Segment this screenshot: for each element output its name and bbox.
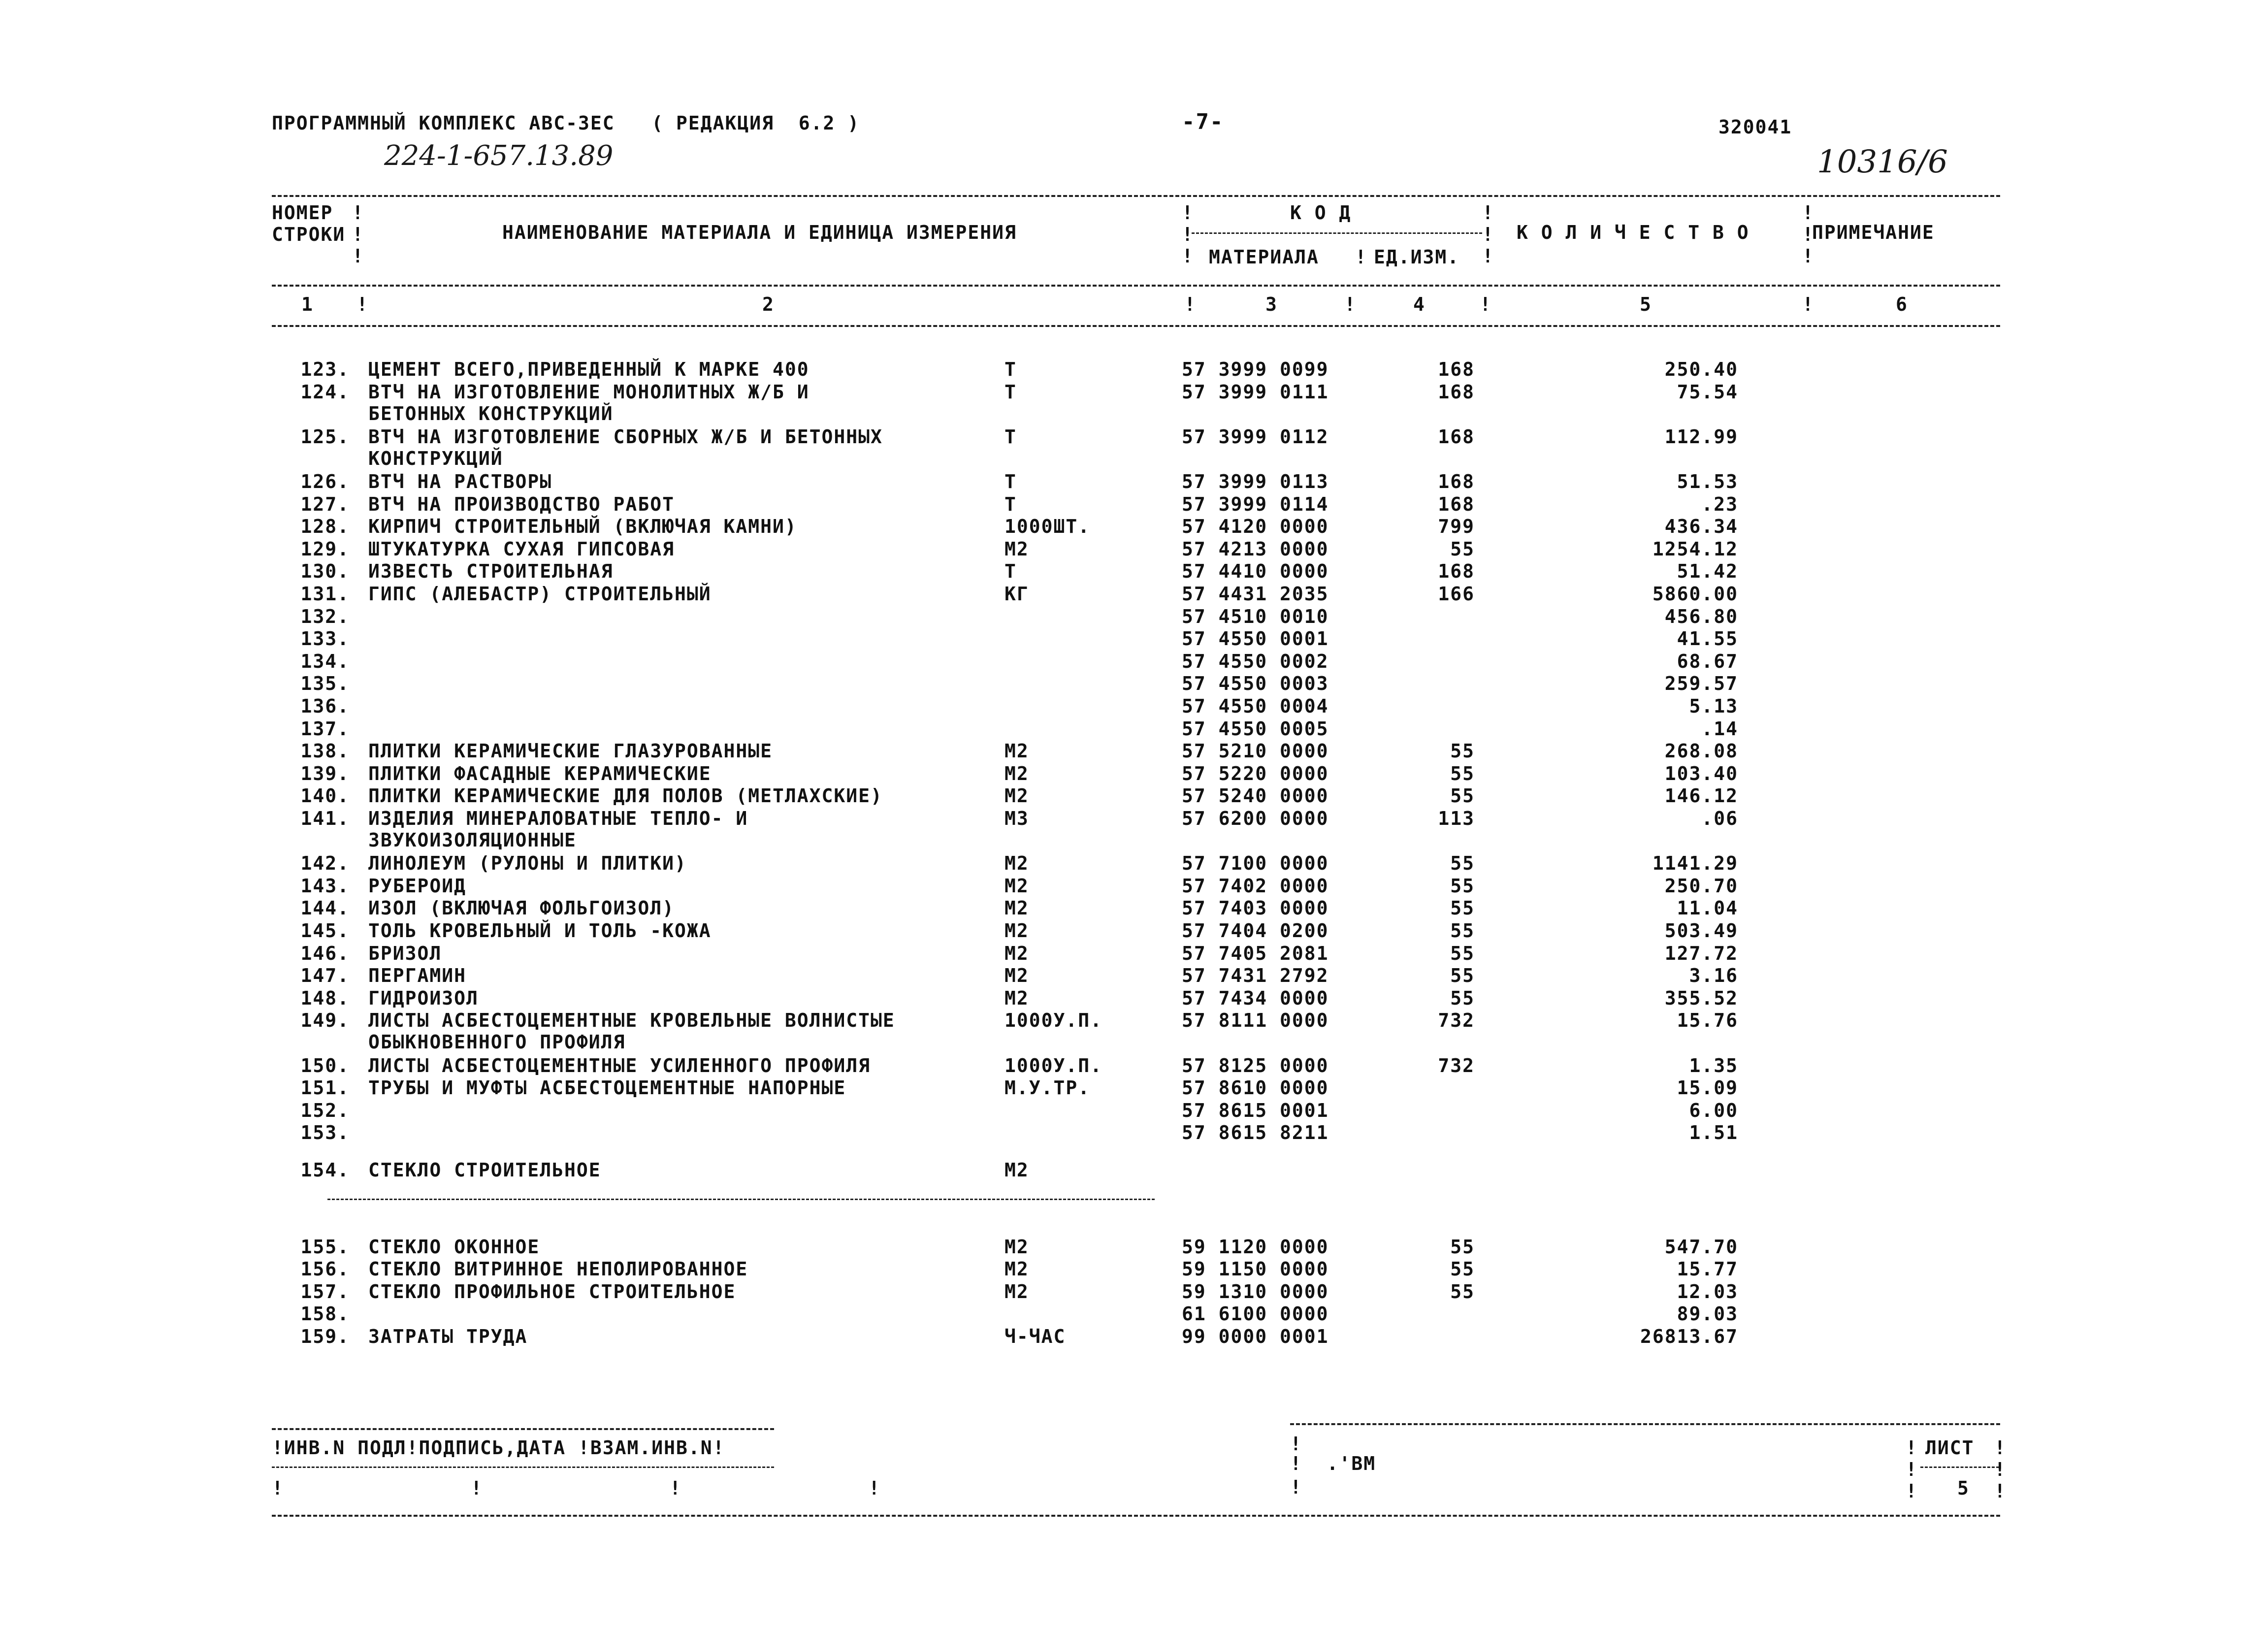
unit-code: 732 xyxy=(1438,1010,1475,1032)
material-code: 59 1150 0000 xyxy=(1182,1258,1329,1280)
col-number-separators: ! xyxy=(1184,293,1197,315)
table-row xyxy=(0,1159,2268,1181)
material-code: 57 8111 0000 xyxy=(1182,1010,1329,1032)
material-name: ТОЛЬ КРОВЕЛЬНЫЙ И ТОЛЬ -КОЖА xyxy=(368,920,712,942)
material-code: 57 5240 0000 xyxy=(1182,785,1329,807)
material-code: 57 7405 2081 xyxy=(1182,942,1329,964)
unit-of-measure: М2 xyxy=(1004,987,1029,1009)
row-number: 129. xyxy=(300,538,350,560)
unit-code: 55 xyxy=(1450,897,1475,919)
quantity-value: 1254.12 xyxy=(1652,538,1738,560)
material-code: 61 6100 0000 xyxy=(1182,1303,1329,1325)
quantity-value: 146.12 xyxy=(1664,785,1738,807)
material-name: ЦЕМЕНТ ВСЕГО,ПРИВЕДЕННЫЙ К МАРКЕ 400 xyxy=(368,358,810,380)
footer-stamp-cells: ! ! ! ! xyxy=(272,1477,891,1499)
table-row xyxy=(0,606,2268,627)
quantity-value: 12.03 xyxy=(1677,1280,1738,1303)
material-code: 57 4120 0000 xyxy=(1182,516,1329,538)
footer-middle-label: ! .'ВМ xyxy=(1290,1453,1376,1474)
material-name: ГИДРОИЗОЛ xyxy=(368,987,479,1009)
unit-of-measure: М2 xyxy=(1004,942,1029,964)
material-code: 57 7404 0200 xyxy=(1182,920,1329,942)
col-number-4: 4 xyxy=(1413,293,1426,315)
material-code: 59 1310 0000 xyxy=(1182,1280,1329,1303)
quantity-value: .14 xyxy=(1701,717,1738,740)
footer-bottom-rule xyxy=(272,1515,2000,1517)
unit-code: 55 xyxy=(1450,852,1475,875)
unit-of-measure: М2 xyxy=(1004,785,1029,807)
col-number-separators: ! xyxy=(1344,293,1357,315)
material-code: 57 4550 0004 xyxy=(1182,695,1329,717)
quantity-value: 112.99 xyxy=(1664,425,1738,448)
material-name: ПЛИТКИ КЕРАМИЧЕСКИЕ ГЛАЗУРОВАННЫЕ xyxy=(368,740,773,762)
unit-of-measure: М.У.ТР. xyxy=(1004,1077,1091,1099)
unit-code: 55 xyxy=(1450,785,1475,807)
quantity-value: 68.67 xyxy=(1677,650,1738,672)
footer-top-rule-right xyxy=(1290,1423,2000,1425)
table-row xyxy=(0,1055,2268,1076)
quantity-value: 26813.67 xyxy=(1640,1326,1738,1347)
unit-code: 168 xyxy=(1438,425,1475,448)
material-code: 57 3999 0114 xyxy=(1182,493,1329,515)
material-code: 57 3999 0111 xyxy=(1182,381,1329,403)
row-number: 139. xyxy=(300,762,350,784)
unit-of-measure: 1000ШТ. xyxy=(1004,516,1091,538)
unit-code: 55 xyxy=(1450,538,1475,560)
unit-of-measure: М2 xyxy=(1004,1280,1029,1303)
material-name: ИЗОЛ (ВКЛЮЧАЯ ФОЛЬГОИЗОЛ) xyxy=(368,897,675,919)
row-number: 141. xyxy=(300,808,350,829)
header-separators: ! ! ! xyxy=(1802,202,1814,267)
unit-code: 168 xyxy=(1438,493,1475,515)
table-row xyxy=(0,425,2268,469)
header-separators: ! xyxy=(1355,246,1367,268)
material-name: ВТЧ НА ИЗГОТОВЛЕНИЕ МОНОЛИТНЫХ Ж/Б И БЕТОННЫХ КОНСТРУКЦИЙ xyxy=(368,381,810,424)
unit-of-measure: М2 xyxy=(1004,1258,1029,1280)
unit-of-measure: М2 xyxy=(1004,965,1029,987)
quantity-value: 268.08 xyxy=(1664,740,1738,762)
row-number: 159. xyxy=(300,1326,350,1347)
row-number: 145. xyxy=(300,920,350,942)
row-number: 142. xyxy=(300,852,350,875)
col-number-1: 1 xyxy=(301,293,314,315)
row-number: 154. xyxy=(300,1159,350,1181)
section-rule xyxy=(327,1199,1155,1200)
table-row xyxy=(0,1077,2268,1099)
quantity-value: 51.53 xyxy=(1677,471,1738,492)
unit-code: 55 xyxy=(1450,1280,1475,1303)
sheet-label: ЛИСТ xyxy=(1925,1437,1975,1459)
unit-of-measure: Т xyxy=(1004,425,1017,448)
table-row xyxy=(0,1236,2268,1258)
table-row xyxy=(0,628,2268,650)
material-code: 57 4550 0003 xyxy=(1182,673,1329,695)
material-name: БРИЗОЛ xyxy=(368,942,442,964)
unit-of-measure: Т xyxy=(1004,471,1017,492)
material-name: ТРУБЫ И МУФТЫ АСБЕСТОЦЕМЕНТНЫЕ НАПОРНЫЕ xyxy=(368,1077,846,1099)
col-number-6: 6 xyxy=(1896,293,1908,315)
material-name: КИРПИЧ СТРОИТЕЛЬНЫЙ (ВКЛЮЧАЯ КАМНИ) xyxy=(368,516,797,538)
row-number: 152. xyxy=(300,1099,350,1121)
material-name: ПЛИТКИ ФАСАДНЫЕ КЕРАМИЧЕСКИЕ xyxy=(368,762,712,784)
quantity-value: 436.34 xyxy=(1664,516,1738,538)
table-row xyxy=(0,1281,2268,1303)
table-row xyxy=(0,1303,2268,1325)
quantity-value: 127.72 xyxy=(1664,942,1738,964)
unit-of-measure: Ч-ЧАС xyxy=(1004,1326,1066,1347)
material-code: 57 3999 0099 xyxy=(1182,358,1329,380)
header-note: ПРИМЕЧАНИЕ xyxy=(1812,222,1935,243)
header-separators: ! ! ! xyxy=(1482,202,1494,267)
material-code: 57 8610 0000 xyxy=(1182,1077,1329,1099)
quantity-value: 11.04 xyxy=(1677,897,1738,919)
table-row xyxy=(0,785,2268,807)
material-code: 57 8125 0000 xyxy=(1182,1054,1329,1076)
material-code: 57 7100 0000 xyxy=(1182,852,1329,875)
quantity-value: .06 xyxy=(1701,808,1738,829)
row-number: 149. xyxy=(300,1010,350,1032)
material-name: ПЛИТКИ КЕРАМИЧЕСКИЕ ДЛЯ ПОЛОВ (МЕТЛАХСКИЕ) xyxy=(368,785,883,807)
row-number: 155. xyxy=(300,1236,350,1258)
footer-stamp: !ИНВ.N ПОДЛ!ПОДПИСЬ,ДАТА !ВЗАМ.ИНВ.N! xyxy=(272,1437,725,1459)
material-code: 57 8615 8211 xyxy=(1182,1122,1329,1144)
header-row-number: НОМЕР СТРОКИ xyxy=(272,202,346,245)
material-name: СТЕКЛО СТРОИТЕЛЬНОЕ xyxy=(368,1159,601,1181)
quantity-value: 1.35 xyxy=(1689,1054,1738,1076)
table-row xyxy=(0,740,2268,762)
material-code: 57 4410 0000 xyxy=(1182,560,1329,583)
table-row xyxy=(0,1100,2268,1121)
unit-of-measure: 1000У.П. xyxy=(1004,1054,1103,1076)
table-row xyxy=(0,516,2268,537)
row-number: 136. xyxy=(300,695,350,717)
quantity-value: 89.03 xyxy=(1677,1303,1738,1325)
material-code: 57 6200 0000 xyxy=(1182,808,1329,829)
row-number: 135. xyxy=(300,673,350,695)
col-number-separators: ! xyxy=(1480,293,1492,315)
material-name: СТЕКЛО ПРОФИЛЬНОЕ СТРОИТЕЛЬНОЕ xyxy=(368,1280,736,1303)
unit-of-measure: М2 xyxy=(1004,852,1029,875)
material-code: 57 4550 0002 xyxy=(1182,650,1329,672)
table-row xyxy=(0,987,2268,1009)
table-row xyxy=(0,852,2268,874)
row-number: 148. xyxy=(300,987,350,1009)
table-row xyxy=(0,763,2268,784)
header-separators: ! ! ! xyxy=(352,202,364,267)
quantity-value: 5860.00 xyxy=(1652,583,1738,605)
unit-code: 168 xyxy=(1438,471,1475,492)
unit-code: 113 xyxy=(1438,808,1475,829)
header-mid-rule xyxy=(272,285,2000,287)
material-code: 57 3999 0112 xyxy=(1182,425,1329,448)
quantity-value: 503.49 xyxy=(1664,920,1738,942)
material-code: 57 8615 0001 xyxy=(1182,1099,1329,1121)
table-row xyxy=(0,695,2268,717)
quantity-value: 1.51 xyxy=(1689,1122,1738,1144)
unit-code: 55 xyxy=(1450,942,1475,964)
quantity-value: 1141.29 xyxy=(1652,852,1738,875)
row-number: 153. xyxy=(300,1122,350,1144)
handwritten-project-number: 224-1-657.13.89 xyxy=(384,140,614,172)
material-name: ВТЧ НА ПРОИЗВОДСТВО РАБОТ xyxy=(368,493,675,515)
unit-code: 168 xyxy=(1438,381,1475,403)
col-number-separators: ! xyxy=(356,293,369,315)
header-material-name: НАИМЕНОВАНИЕ МАТЕРИАЛА И ЕДИНИЦА ИЗМЕРЕНИЯ xyxy=(502,222,1017,243)
material-name: ГИПС (АЛЕБАСТР) СТРОИТЕЛЬНЫЙ xyxy=(368,583,712,605)
table-row xyxy=(0,538,2268,560)
unit-of-measure: М2 xyxy=(1004,762,1029,784)
material-name: ВТЧ НА РАСТВОРЫ xyxy=(368,471,552,492)
unit-of-measure: М3 xyxy=(1004,808,1029,829)
document-code: 320041 xyxy=(1718,116,1792,138)
material-name: РУБЕРОИД xyxy=(368,875,467,897)
quantity-value: .23 xyxy=(1701,493,1738,515)
material-name: ВТЧ НА ИЗГОТОВЛЕНИЕ СБОРНЫХ Ж/Б И БЕТОННЫХ КОНСТРУКЦИЙ xyxy=(368,425,883,469)
row-number: 126. xyxy=(300,471,350,492)
col-number-5: 5 xyxy=(1640,293,1652,315)
table-row xyxy=(0,1326,2268,1347)
material-code: 59 1120 0000 xyxy=(1182,1236,1329,1258)
table-row xyxy=(0,1122,2268,1143)
handwritten-reference: 10316/6 xyxy=(1817,144,1948,180)
quantity-value: 547.70 xyxy=(1664,1236,1738,1258)
col-number-2: 2 xyxy=(762,293,775,315)
material-name: ЛИСТЫ АСБЕСТОЦЕМЕНТНЫЕ КРОВЕЛЬНЫЕ ВОЛНИСТЫЕ ОБЫКНОВЕННОГО ПРОФИЛЯ xyxy=(368,1010,895,1053)
quantity-value: 259.57 xyxy=(1664,673,1738,695)
header-bottom-rule xyxy=(272,325,2000,327)
quantity-value: 15.77 xyxy=(1677,1258,1738,1280)
sheet-number: 5 xyxy=(1957,1477,1970,1499)
row-number: 123. xyxy=(300,358,350,380)
unit-code: 55 xyxy=(1450,920,1475,942)
table-row xyxy=(0,471,2268,492)
header-separators: ! ! ! xyxy=(1182,202,1194,267)
header-top-rule xyxy=(272,195,2000,197)
unit-code: 732 xyxy=(1438,1054,1475,1076)
row-number: 133. xyxy=(300,628,350,650)
quantity-value: 6.00 xyxy=(1689,1099,1738,1121)
table-row xyxy=(0,560,2268,582)
material-code: 57 5210 0000 xyxy=(1182,740,1329,762)
footer-top-rule-left xyxy=(272,1428,774,1430)
table-row xyxy=(0,920,2268,942)
quantity-value: 41.55 xyxy=(1677,628,1738,650)
row-number: 132. xyxy=(300,605,350,627)
quantity-value: 75.54 xyxy=(1677,381,1738,403)
material-code: 99 0000 0001 xyxy=(1182,1326,1329,1347)
quantity-value: 456.80 xyxy=(1664,605,1738,627)
row-number: 158. xyxy=(300,1303,350,1325)
unit-of-measure: М2 xyxy=(1004,740,1029,762)
material-code: 57 4213 0000 xyxy=(1182,538,1329,560)
unit-of-measure: Т xyxy=(1004,493,1017,515)
quantity-value: 250.70 xyxy=(1664,875,1738,897)
material-name: СТЕКЛО ОКОННОЕ xyxy=(368,1236,540,1258)
footer-stamp-rule xyxy=(272,1466,774,1468)
row-number: 140. xyxy=(300,785,350,807)
sheet-box-rule xyxy=(1920,1466,1999,1468)
row-number: 143. xyxy=(300,875,350,897)
unit-of-measure: М2 xyxy=(1004,875,1029,897)
unit-code: 55 xyxy=(1450,987,1475,1009)
quantity-value: 250.40 xyxy=(1664,358,1738,380)
table-row xyxy=(0,358,2268,380)
material-name: ШТУКАТУРКА СУХАЯ ГИПСОВАЯ xyxy=(368,538,675,560)
table-row xyxy=(0,583,2268,605)
row-number: 130. xyxy=(300,560,350,583)
table-row xyxy=(0,651,2268,672)
quantity-value: 15.76 xyxy=(1677,1010,1738,1032)
row-number: 137. xyxy=(300,717,350,740)
table-row xyxy=(0,673,2268,694)
material-name: СТЕКЛО ВИТРИННОЕ НЕПОЛИРОВАННОЕ xyxy=(368,1258,748,1280)
quantity-value: 51.42 xyxy=(1677,560,1738,583)
material-code: 57 7431 2792 xyxy=(1182,965,1329,987)
unit-code: 55 xyxy=(1450,1258,1475,1280)
quantity-value: 3.16 xyxy=(1689,965,1738,987)
unit-of-measure: М2 xyxy=(1004,1159,1029,1181)
header-material-code: МАТЕРИАЛА xyxy=(1209,246,1319,268)
unit-code: 55 xyxy=(1450,965,1475,987)
row-number: 127. xyxy=(300,493,350,515)
material-code: 57 7402 0000 xyxy=(1182,875,1329,897)
table-row xyxy=(0,897,2268,919)
sheet-box-marks: ! ! ! xyxy=(1994,1437,2007,1502)
row-number: 151. xyxy=(300,1077,350,1099)
material-code: 57 4510 0010 xyxy=(1182,605,1329,627)
unit-of-measure: КГ xyxy=(1004,583,1029,605)
col-number-separators: ! xyxy=(1802,293,1814,315)
unit-of-measure: Т xyxy=(1004,358,1017,380)
table-row xyxy=(0,1010,2268,1053)
row-number: 131. xyxy=(300,583,350,605)
table-row xyxy=(0,718,2268,740)
row-number: 125. xyxy=(300,425,350,448)
unit-code: 168 xyxy=(1438,560,1475,583)
page-number-mark: -7- xyxy=(1182,109,1224,134)
material-name: ИЗВЕСТЬ СТРОИТЕЛЬНАЯ xyxy=(368,560,614,583)
quantity-value: 5.13 xyxy=(1689,695,1738,717)
program-title: ПРОГРАММНЫЙ КОМПЛЕКС АВС-ЗЕС ( РЕДАКЦИЯ 6.2 ) xyxy=(272,112,860,134)
row-number: 150. xyxy=(300,1054,350,1076)
unit-of-measure: М2 xyxy=(1004,538,1029,560)
unit-of-measure: Т xyxy=(1004,381,1017,403)
table-row xyxy=(0,875,2268,897)
quantity-value: 355.52 xyxy=(1664,987,1738,1009)
row-number: 144. xyxy=(300,897,350,919)
material-name: ИЗДЕЛИЯ МИНЕРАЛОВАТНЫЕ ТЕПЛО- И ЗВУКОИЗОЛЯЦИОННЫЕ xyxy=(368,808,748,851)
material-name: ПЕРГАМИН xyxy=(368,965,467,987)
table-row xyxy=(0,1258,2268,1280)
table-row xyxy=(0,965,2268,986)
material-code: 57 7403 0000 xyxy=(1182,897,1329,919)
unit-code: 55 xyxy=(1450,762,1475,784)
unit-of-measure: М2 xyxy=(1004,897,1029,919)
unit-code: 55 xyxy=(1450,740,1475,762)
footer-middle-marks: ! ! xyxy=(1290,1433,1302,1498)
table-row xyxy=(0,943,2268,964)
table-row xyxy=(0,493,2268,515)
material-code: 57 7434 0000 xyxy=(1182,987,1329,1009)
unit-code: 55 xyxy=(1450,1236,1475,1258)
material-code: 57 4431 2035 xyxy=(1182,583,1329,605)
table-row xyxy=(0,808,2268,851)
col-number-3: 3 xyxy=(1265,293,1278,315)
header-unit-code: ЕД.ИЗМ. xyxy=(1374,246,1460,268)
sheet-box-marks: ! ! ! xyxy=(1906,1437,1918,1502)
unit-of-measure: 1000У.П. xyxy=(1004,1010,1103,1032)
material-code: 57 3999 0113 xyxy=(1182,471,1329,492)
material-code: 57 5220 0000 xyxy=(1182,762,1329,784)
header-quantity: К О Л И Ч Е С Т В О xyxy=(1517,222,1750,243)
header-code-rule xyxy=(1192,232,1482,234)
table-row xyxy=(0,381,2268,424)
unit-of-measure: М2 xyxy=(1004,920,1029,942)
unit-code: 166 xyxy=(1438,583,1475,605)
row-number: 128. xyxy=(300,516,350,538)
quantity-value: 103.40 xyxy=(1664,762,1738,784)
row-number: 147. xyxy=(300,965,350,987)
row-number: 124. xyxy=(300,381,350,403)
quantity-value: 15.09 xyxy=(1677,1077,1738,1099)
row-number: 138. xyxy=(300,740,350,762)
row-number: 134. xyxy=(300,650,350,672)
material-name: ЗАТРАТЫ ТРУДА xyxy=(368,1326,528,1347)
material-code: 57 4550 0005 xyxy=(1182,717,1329,740)
row-number: 146. xyxy=(300,942,350,964)
unit-of-measure: Т xyxy=(1004,560,1017,583)
material-name: ЛИНОЛЕУМ (РУЛОНЫ И ПЛИТКИ) xyxy=(368,852,687,875)
header-code: К О Д xyxy=(1290,202,1352,224)
material-code: 57 4550 0001 xyxy=(1182,628,1329,650)
unit-code: 799 xyxy=(1438,516,1475,538)
row-number: 157. xyxy=(300,1280,350,1303)
unit-code: 168 xyxy=(1438,358,1475,380)
unit-of-measure: М2 xyxy=(1004,1236,1029,1258)
material-name: ЛИСТЫ АСБЕСТОЦЕМЕНТНЫЕ УСИЛЕННОГО ПРОФИЛЯ xyxy=(368,1054,871,1076)
unit-code: 55 xyxy=(1450,875,1475,897)
row-number: 156. xyxy=(300,1258,350,1280)
